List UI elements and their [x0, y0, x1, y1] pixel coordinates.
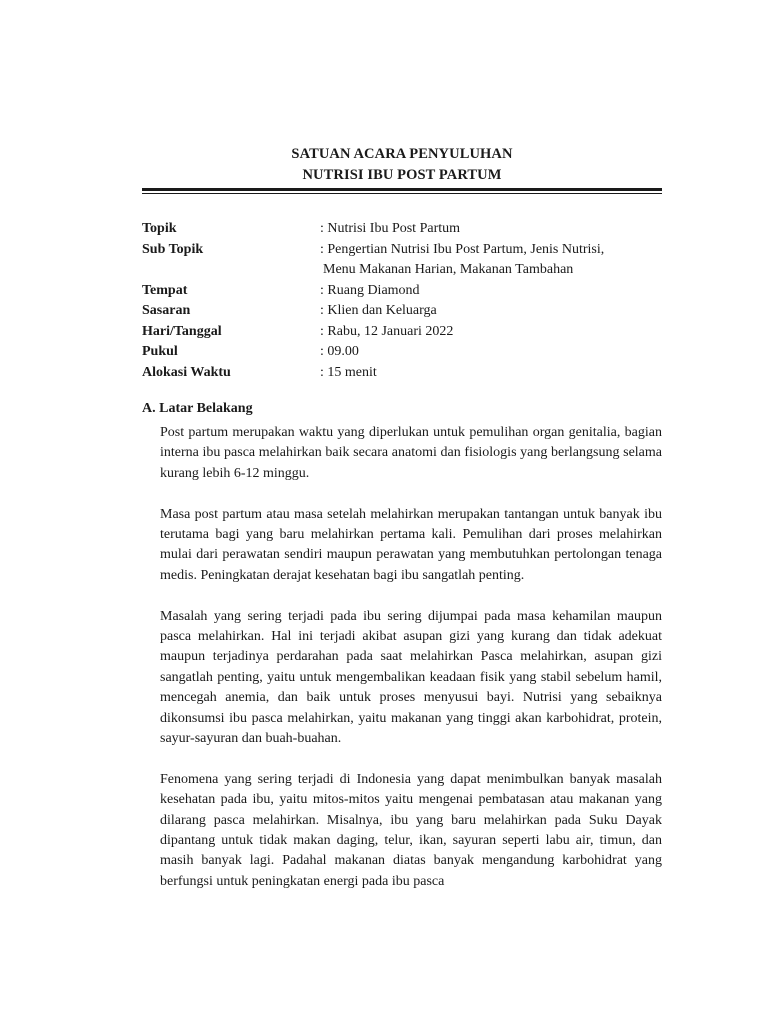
info-value: : Rabu, 12 Januari 2022 — [320, 323, 454, 339]
section-body — [160, 423, 662, 913]
paragraph: Masa post partum atau masa setelah melahirkan merupakan tantangan untuk banyak ibu terutama bagi yang baru melahirkan pertama kali. Pemulihan dari proses melahirkan mulai dari perawatan sendiri maupun perawatan yang membutuhkan pertolongan tenaga medis. Peningkatan derajat kesehatan bagi ibu sangatlah penting. — [160, 506, 662, 583]
document-title: SATUAN ACARA PENYULUHAN — [291, 146, 513, 162]
title-divider-thin — [142, 193, 662, 194]
info-row-alokasi-waktu — [142, 363, 662, 384]
title-divider-thick — [142, 188, 662, 191]
info-label: Sub Topik — [142, 241, 204, 257]
info-label: Hari/Tanggal — [142, 323, 222, 339]
info-row-sub-topik — [142, 240, 662, 261]
info-row-tempat — [142, 281, 662, 302]
info-value: : Pengertian Nutrisi Ibu Post Partum, Jenis Nutrisi, — [320, 241, 605, 257]
document-subtitle: NUTRISI IBU POST PARTUM — [302, 167, 502, 183]
info-value: : 15 menit — [320, 364, 377, 380]
section-heading: A. Latar Belakang — [142, 401, 253, 416]
info-label: Alokasi Waktu — [142, 364, 231, 380]
info-value: : 09.00 — [320, 344, 359, 359]
info-label: Pukul — [142, 344, 178, 359]
info-row-sasaran — [142, 301, 662, 322]
info-row-topik — [142, 219, 662, 240]
info-label: Tempat — [142, 282, 188, 298]
paragraph: Masalah yang sering terjadi pada ibu sering dijumpai pada masa kehamilan maupun pasca melahirkan. Hal ini terjadi akibat asupan gizi yang kurang dan tidak adekuat maupun terjadinya perdarahan pada saat melahirkan Pasca melahirkan, asupan gizi sangatlah penting, yaitu untuk mengembalikan keadaan fisik yang stabil sebelum hamil, mencegah anemia, dan baik untuk proses menyusui bayi. Nutrisi yang sebaiknya dikonsumsi ibu pasca melahirkan, yaitu makanan yang tinggi akan karbohidrat, protein, sayur-sayuran dan buah-buahan. — [160, 608, 662, 747]
info-value-continuation: Menu Makanan Harian, Makanan Tambahan — [323, 262, 574, 277]
info-label: Sasaran — [142, 303, 191, 318]
info-table — [142, 219, 662, 383]
info-value: : Nutrisi Ibu Post Partum — [320, 221, 461, 236]
info-row-hari-tanggal — [142, 322, 662, 343]
paragraph: Fenomena yang sering terjadi di Indonesia yang dapat menimbulkan banyak masalah kesehatan pada ibu, yaitu mitos-mitos yaitu mengenai pembatasan atau makanan yang dilarang pasca melahirkan. Misalnya, ibu yang baru melahirkan pada Suku Dayak dipantang untuk tidak makan daging, telur, ikan, sayuran seperti labu air, timun, dan masih banyak lagi. Padahal makanan diatas banyak mengandung karbohidrat yang berfungsi untuk peningkatan energi pada ibu pasca — [160, 771, 662, 889]
info-label: Topik — [142, 221, 177, 236]
info-value: : Klien dan Keluarga — [320, 303, 437, 318]
paragraph: Post partum merupakan waktu yang diperlukan untuk pemulihan organ genitalia, bagian interna ibu pasca melahirkan baik secara anatomi dan fisiologis yang berlangsung selama kurang lebih 6-12 minggu. — [160, 425, 662, 481]
info-row-pukul — [142, 342, 662, 363]
info-value: : Ruang Diamond — [320, 282, 420, 298]
